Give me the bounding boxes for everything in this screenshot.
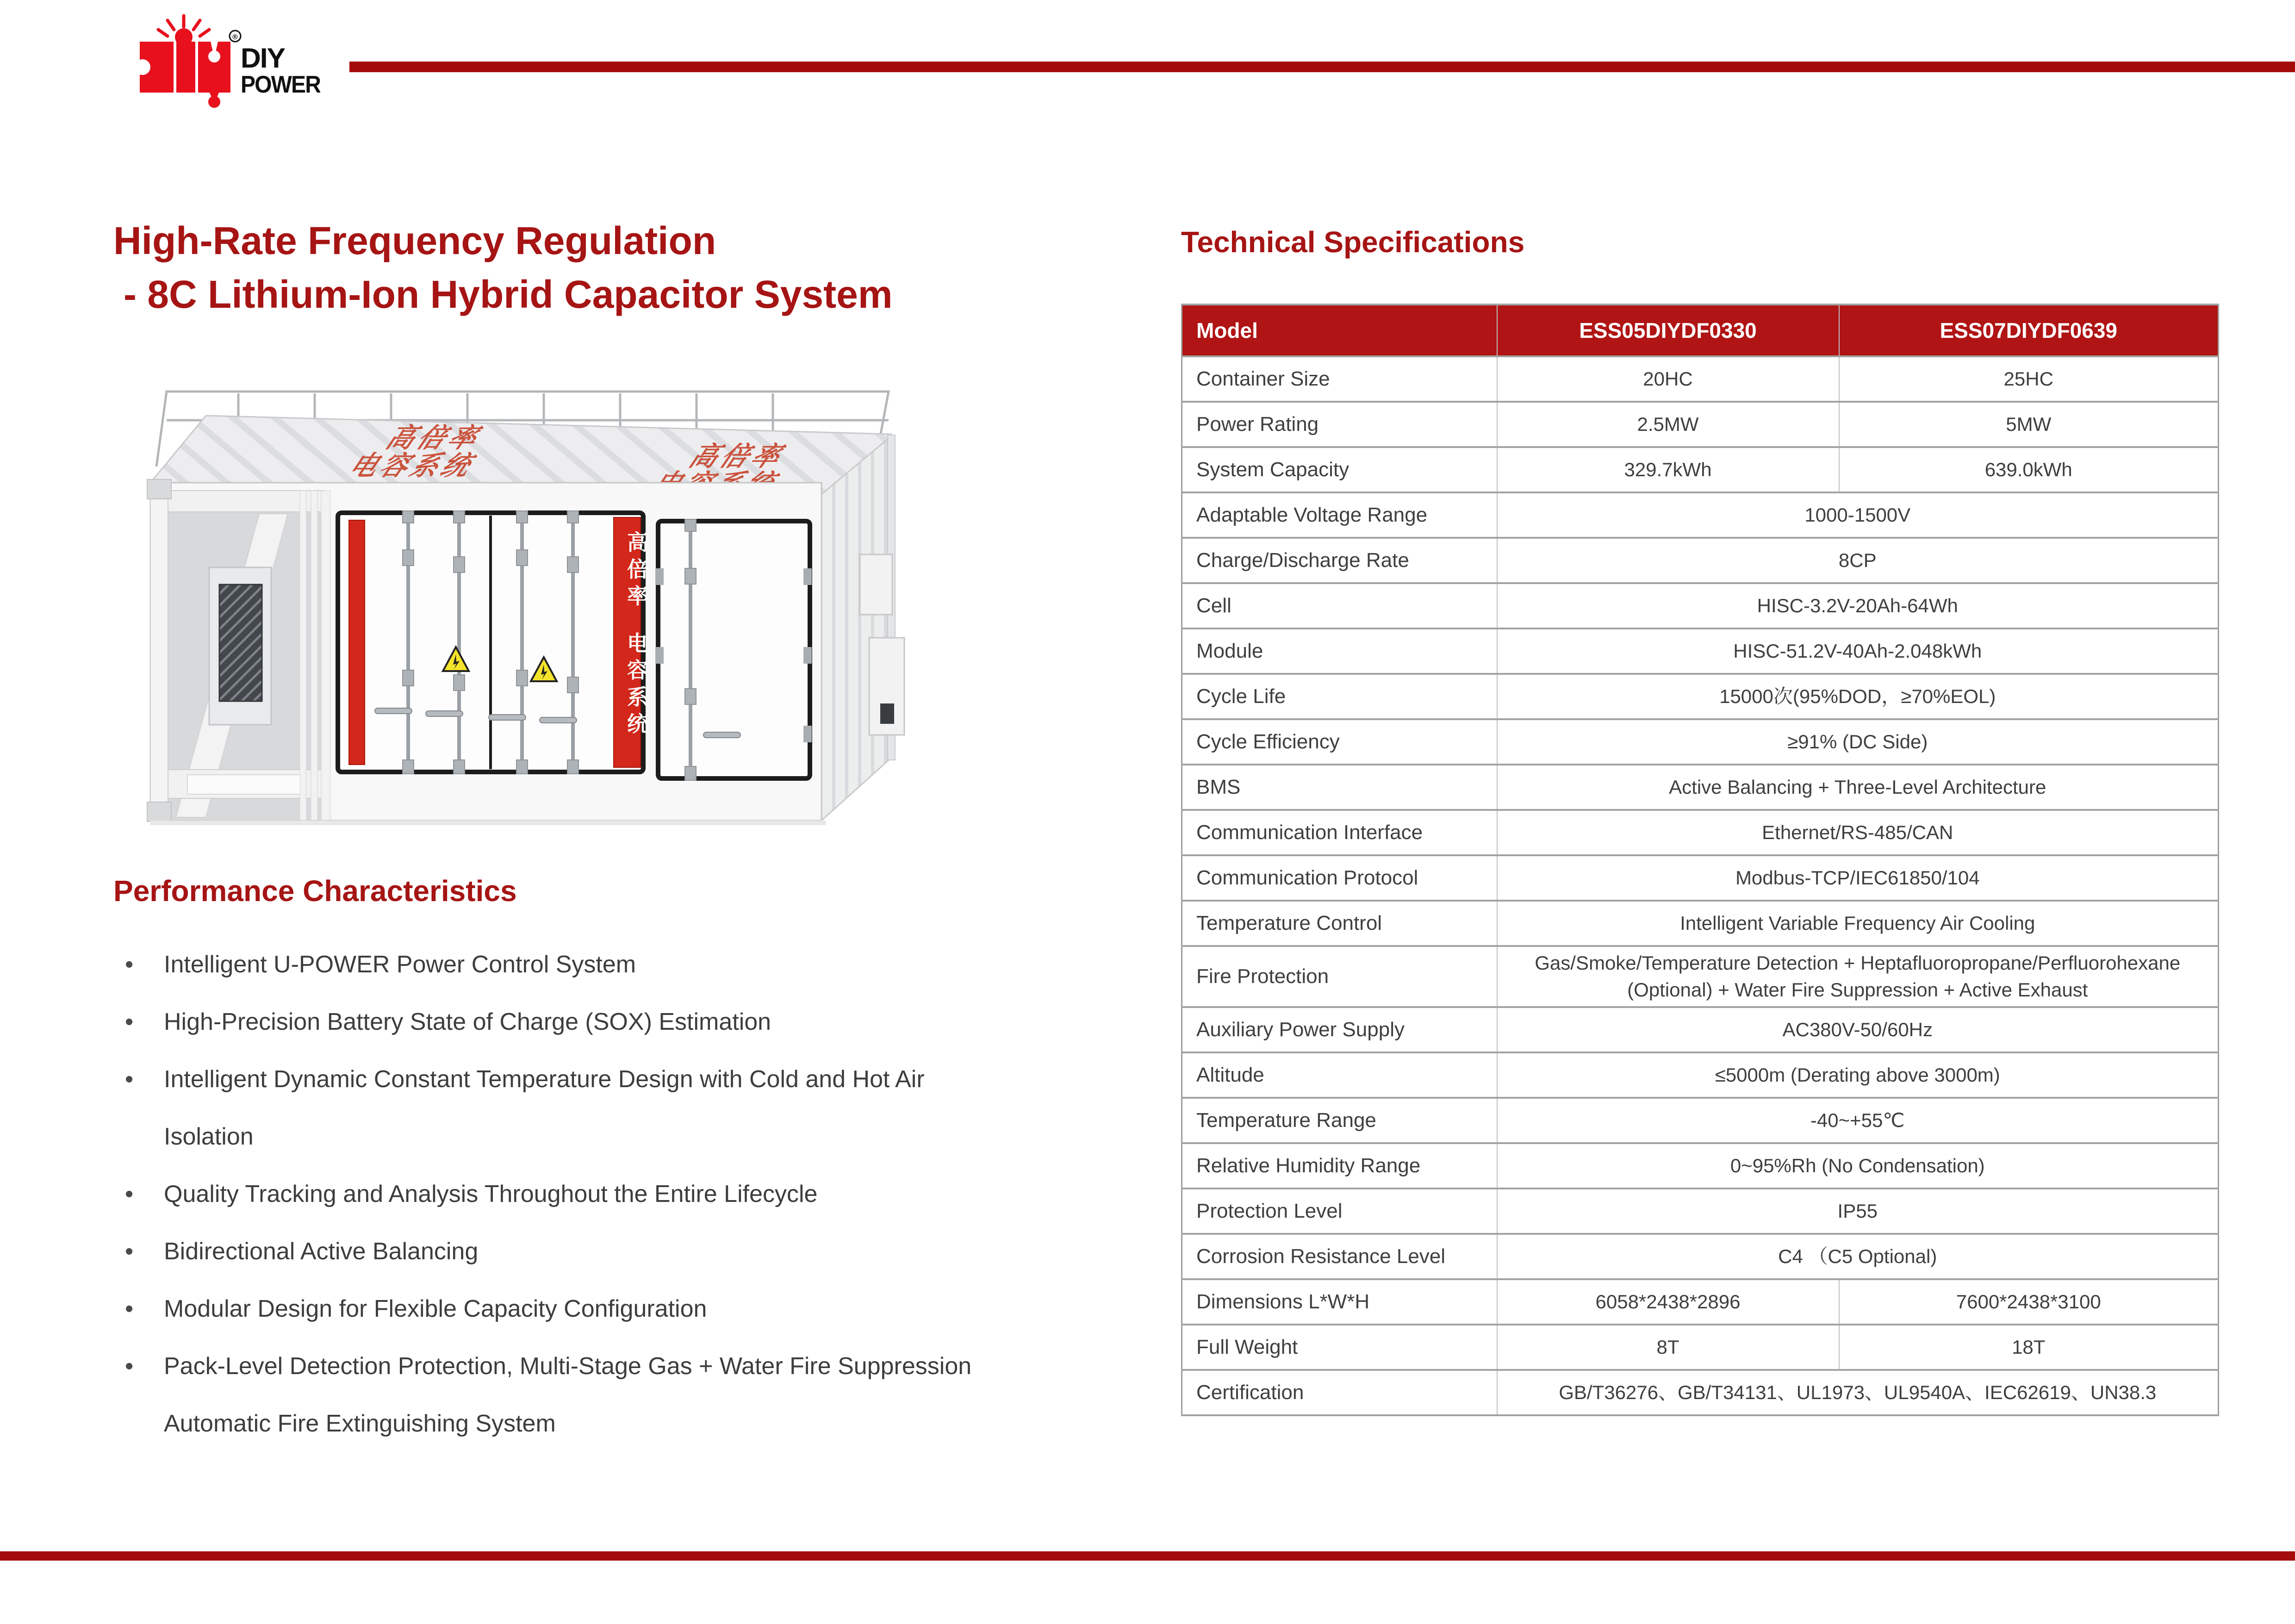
spec-value: AC380V-50/60Hz [1497, 1007, 2219, 1052]
brand-logo [135, 13, 320, 122]
spec-label: Cycle Efficiency [1182, 719, 1497, 765]
performance-bullet: • Intelligent U-POWER Power Control System [119, 936, 999, 993]
performance-bullet: • Quality Tracking and Analysis Throughout the Entire Lifecycle [119, 1165, 999, 1223]
table-row [1182, 1279, 2219, 1325]
svg-text:高: 高 [627, 530, 648, 554]
page-title-line1: High-Rate Frequency Regulation [113, 219, 716, 262]
table-row [1182, 1234, 2219, 1279]
spec-value: Intelligent Variable Frequency Air Cooling [1497, 901, 2219, 946]
spec-table-header-row [1182, 305, 2219, 356]
spec-label: Cell [1182, 583, 1497, 628]
spec-label: Charge/Discharge Rate [1182, 538, 1497, 583]
fan-grille-icon [219, 585, 262, 701]
svg-text:容: 容 [627, 658, 648, 682]
spec-table-body [1182, 356, 2219, 1415]
header-accent-bar [349, 62, 2295, 72]
spec-header-model-2: ESS07DIYDF0639 [1839, 305, 2219, 356]
spec-label: Dimensions L*W*H [1182, 1279, 1497, 1325]
spec-label: Communication Protocol [1182, 855, 1497, 901]
spec-value: 8T [1497, 1325, 1839, 1370]
spec-value: IP55 [1497, 1188, 2219, 1234]
spec-value: HISC-3.2V-20Ah-64Wh [1497, 583, 2219, 628]
spec-label: Relative Humidity Range [1182, 1143, 1497, 1188]
performance-bullet-list [119, 936, 999, 1452]
logo-text-diy: DIY [241, 43, 286, 74]
spec-value: 0~95%Rh (No Condensation) [1497, 1143, 2219, 1188]
spec-label: Fire Protection [1182, 946, 1497, 1007]
svg-text:倍: 倍 [627, 557, 648, 581]
spec-label: Communication Interface [1182, 810, 1497, 855]
spec-value: HISC-51.2V-40Ah-2.048kWh [1497, 628, 2219, 674]
spec-label: Adaptable Voltage Range [1182, 492, 1497, 538]
table-row [1182, 946, 2219, 1007]
svg-text:系: 系 [627, 685, 648, 709]
table-row [1182, 1098, 2219, 1143]
spec-value: 5MW [1839, 402, 2219, 447]
spec-header-model-1: ESS05DIYDF0330 [1497, 305, 1839, 356]
spec-label: BMS [1182, 765, 1497, 810]
spec-label: Certification [1182, 1370, 1497, 1415]
footer-accent-bar [0, 1551, 2295, 1561]
spec-header-model: Model [1182, 305, 1497, 356]
spec-value: Ethernet/RS-485/CAN [1497, 810, 2219, 855]
spec-value: 25HC [1839, 356, 2219, 402]
spec-value: Gas/Smoke/Temperature Detection + Heptafluoropropane/Perfluorohexane (Optional) + Water Fire Suppression + Active Exhaust [1497, 946, 2219, 1007]
diy-power-logo-icon [135, 13, 320, 122]
table-row [1182, 674, 2219, 719]
spec-label: Protection Level [1182, 1188, 1497, 1234]
table-row [1182, 492, 2219, 538]
spec-table-container [1181, 304, 2218, 1416]
spec-label: Full Weight [1182, 1325, 1497, 1370]
container-open-frame [147, 479, 330, 821]
door-red-stripe [349, 520, 365, 765]
banner-text-top [627, 530, 648, 608]
spec-label: System Capacity [1182, 447, 1497, 492]
performance-bullet: • High-Precision Battery State of Charge (SOX) Estimation [119, 993, 999, 1051]
performance-bullet: • Intelligent Dynamic Constant Temperature Design with Cold and Hot Air Isolation [119, 1051, 999, 1165]
page-title [113, 214, 893, 321]
spec-value: Active Balancing + Three-Level Architecture [1497, 765, 2219, 810]
table-row [1182, 1052, 2219, 1098]
spec-label: Cycle Life [1182, 674, 1497, 719]
spec-value: 15000次(95%DOD，≥70%EOL) [1497, 674, 2219, 719]
product-image [106, 351, 1083, 883]
svg-text:电容系统: 电容系统 [343, 450, 485, 481]
svg-text:率: 率 [627, 584, 648, 608]
spec-value: 329.7kWh [1497, 447, 1839, 492]
page-title-line2: - 8C Lithium-Ion Hybrid Capacitor System [124, 273, 893, 316]
table-row [1182, 1007, 2219, 1052]
table-row [1182, 538, 2219, 583]
spec-label: Temperature Control [1182, 901, 1497, 946]
svg-text:高倍率: 高倍率 [380, 423, 492, 453]
spec-value: 639.0kWh [1839, 447, 2219, 492]
svg-text:电: 电 [627, 631, 648, 655]
performance-section-heading: Performance Characteristics [113, 874, 517, 908]
spec-value: C4 （C5 Optional) [1497, 1234, 2219, 1279]
table-row [1182, 810, 2219, 855]
spec-table [1181, 304, 2219, 1416]
container-doors-left [338, 511, 648, 774]
spec-value: 18T [1839, 1325, 2219, 1370]
performance-bullet: • Modular Design for Flexible Capacity Configuration [119, 1280, 999, 1338]
table-row [1182, 901, 2219, 946]
table-row [1182, 765, 2219, 810]
svg-text:统: 统 [627, 712, 648, 736]
table-row [1182, 1370, 2219, 1415]
table-row [1182, 583, 2219, 628]
spec-value: ≥91% (DC Side) [1497, 719, 2219, 765]
container-side-wall [821, 435, 904, 821]
spec-value: 6058*2438*2896 [1497, 1279, 1839, 1325]
performance-bullet: • Pack-Level Detection Protection, Multi-Stage Gas + Water Fire Suppression Automatic Fire Extinguishing System [119, 1338, 999, 1452]
spec-label: Auxiliary Power Supply [1182, 1007, 1497, 1052]
registered-mark: ® [232, 33, 238, 41]
ground-shadow [150, 821, 826, 825]
technical-section-heading: Technical Specifications [1181, 225, 1525, 259]
spec-label: Altitude [1182, 1052, 1497, 1098]
spec-value: 20HC [1497, 356, 1839, 402]
table-row [1182, 1143, 2219, 1188]
spec-label: Container Size [1182, 356, 1497, 402]
svg-text:高倍率: 高倍率 [683, 441, 796, 472]
spec-value: GB/T36276、GB/T34131、UL1973、UL9540A、IEC62619、UN38.3 [1497, 1370, 2219, 1415]
table-row [1182, 628, 2219, 674]
table-row [1182, 1325, 2219, 1370]
table-row [1182, 402, 2219, 447]
logo-text-power: POWER [241, 71, 320, 98]
spec-value: Modbus-TCP/IEC61850/104 [1497, 855, 2219, 901]
spec-value: 2.5MW [1497, 402, 1839, 447]
spec-label: Power Rating [1182, 402, 1497, 447]
table-row [1182, 447, 2219, 492]
spec-value: -40~+55℃ [1497, 1098, 2219, 1143]
table-row [1182, 356, 2219, 402]
spec-value: ≤5000m (Derating above 3000m) [1497, 1052, 2219, 1098]
spec-label: Corrosion Resistance Level [1182, 1234, 1497, 1279]
spec-value: 7600*2438*3100 [1839, 1279, 2219, 1325]
spec-label: Module [1182, 628, 1497, 674]
spec-value: 1000-1500V [1497, 492, 2219, 538]
table-row [1182, 719, 2219, 765]
performance-bullet: • Bidirectional Active Balancing [119, 1223, 999, 1280]
table-row [1182, 855, 2219, 901]
spec-value: 8CP [1497, 538, 2219, 583]
spec-label: Temperature Range [1182, 1098, 1497, 1143]
container-door-right [655, 519, 812, 780]
table-row [1182, 1188, 2219, 1234]
